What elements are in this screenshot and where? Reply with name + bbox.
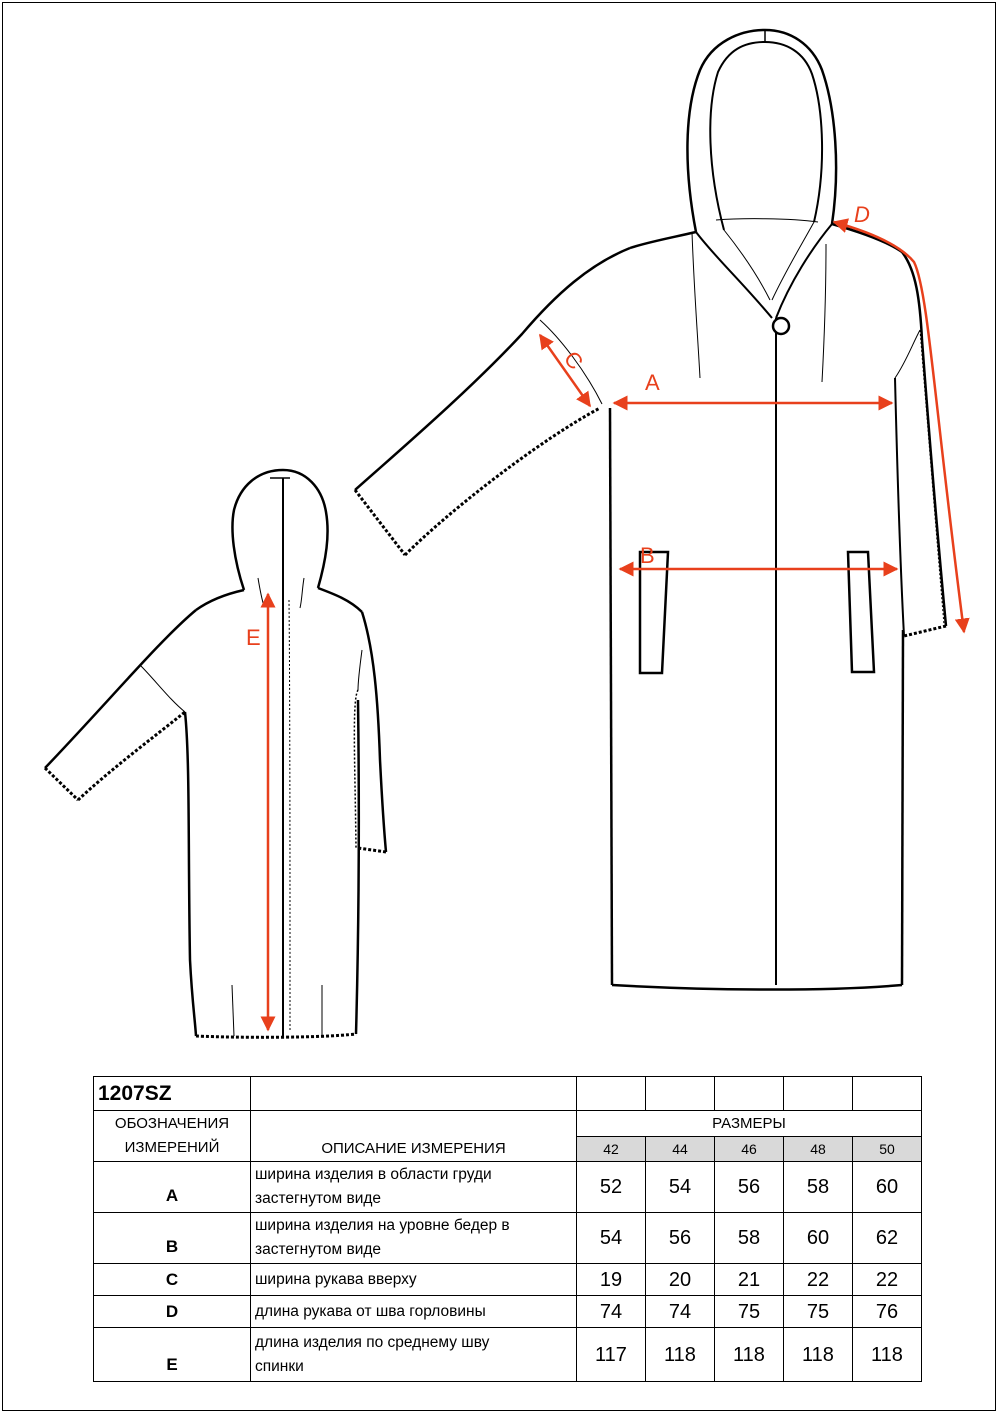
label-e: E: [246, 625, 261, 650]
measure-value: 62: [853, 1213, 922, 1264]
label-b: B: [640, 543, 655, 568]
model-number: 1207SZ: [94, 1077, 251, 1111]
measure-value: 75: [715, 1296, 784, 1328]
label-a: A: [645, 370, 660, 395]
measure-value: 75: [784, 1296, 853, 1328]
measure-value: 22: [853, 1264, 922, 1296]
measure-value: 58: [715, 1213, 784, 1264]
measure-value: 118: [784, 1328, 853, 1382]
label-c: C: [558, 346, 589, 375]
measure-code: C: [94, 1264, 251, 1296]
measure-value: 19: [577, 1264, 646, 1296]
measure-value: 52: [577, 1162, 646, 1213]
measure-arrow-d: [834, 222, 964, 632]
measure-code: B: [94, 1213, 251, 1264]
sizes-header: РАЗМЕРЫ: [577, 1111, 922, 1137]
measure-value: 118: [646, 1328, 715, 1382]
size-cell: 46: [715, 1137, 784, 1162]
table-row: [94, 1328, 922, 1382]
table-row: [94, 1296, 922, 1328]
measure-value: 118: [715, 1328, 784, 1382]
measure-value: 60: [853, 1162, 922, 1213]
coat-back-drawing: [45, 470, 386, 1037]
table-title-row: [94, 1077, 922, 1111]
description-header: ОПИСАНИЕ ИЗМЕРЕНИЯ: [251, 1111, 577, 1162]
measure-value: 118: [853, 1328, 922, 1382]
measure-code: E: [94, 1328, 251, 1382]
measure-value: 20: [646, 1264, 715, 1296]
size-cell: 44: [646, 1137, 715, 1162]
measure-value: 54: [646, 1162, 715, 1213]
measurement-arrows: [268, 222, 964, 1030]
measure-value: 117: [577, 1328, 646, 1382]
size-cell: 50: [853, 1137, 922, 1162]
designation-header: ОБОЗНАЧЕНИЯ ИЗМЕРЕНИЙ: [94, 1111, 251, 1162]
measure-description: ширина изделия в области груди застегнутом виде: [251, 1162, 577, 1213]
measure-code: D: [94, 1296, 251, 1328]
table-row: [94, 1213, 922, 1264]
measure-code: A: [94, 1162, 251, 1213]
measure-value: 56: [646, 1213, 715, 1264]
measure-value: 58: [784, 1162, 853, 1213]
measure-value: 22: [784, 1264, 853, 1296]
measure-description: ширина рукава вверху: [251, 1264, 577, 1296]
measure-value: 76: [853, 1296, 922, 1328]
coat-front-drawing: [355, 30, 946, 990]
table-row: [94, 1162, 922, 1213]
measure-description: ширина изделия на уровне бедер в застегнутом виде: [251, 1213, 577, 1264]
measure-value: 60: [784, 1213, 853, 1264]
label-d: D: [854, 202, 870, 227]
measure-value: 74: [577, 1296, 646, 1328]
measure-value: 21: [715, 1264, 784, 1296]
measure-value: 54: [577, 1213, 646, 1264]
table-header-row: [94, 1111, 922, 1137]
table-row: [94, 1264, 922, 1296]
size-table: [93, 1076, 922, 1382]
size-cell: 48: [784, 1137, 853, 1162]
size-cell: 42: [577, 1137, 646, 1162]
measure-description: длина рукава от шва горловины: [251, 1296, 577, 1328]
measure-value: 74: [646, 1296, 715, 1328]
measure-description: длина изделия по среднему шву спинки: [251, 1328, 577, 1382]
measure-value: 56: [715, 1162, 784, 1213]
